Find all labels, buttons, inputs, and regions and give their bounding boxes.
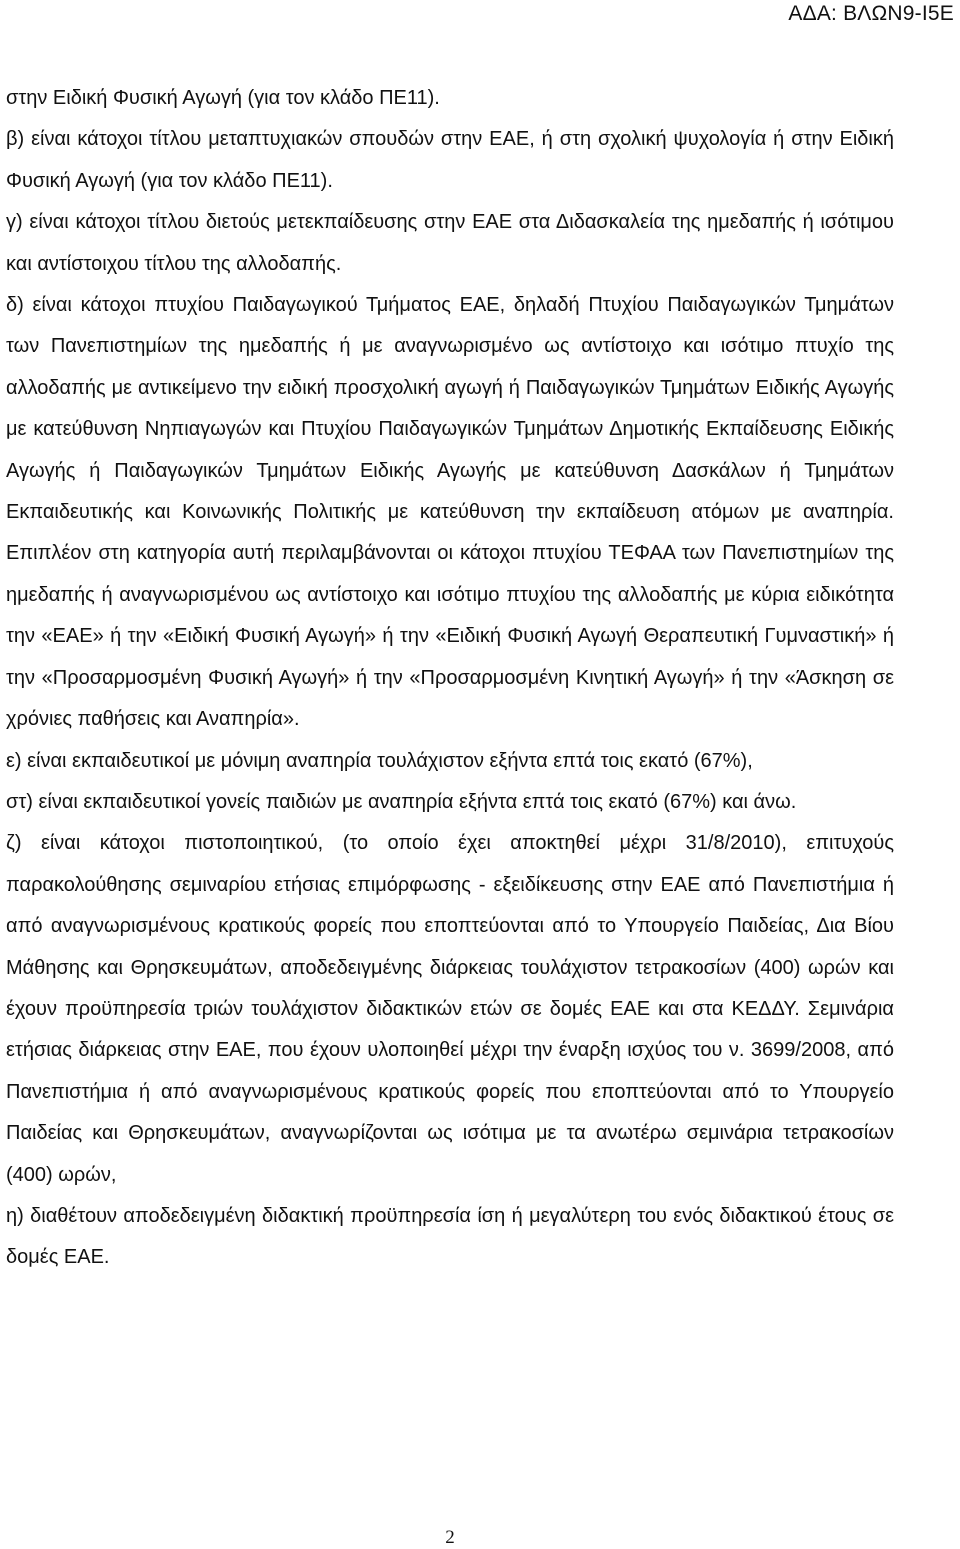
- paragraph-d: δ) είναι κάτοχοι πτυχίου Παιδαγωγικού Τμήματος ΕΑΕ, δηλαδή Πτυχίου Παιδαγωγικών Τμημάτων των Πανεπιστημίων της ημεδαπής ή με αναγνωρισμένο ως αντίστοιχο και ισότιμο πτυχίο της αλλοδαπής με αντικείμενο την ειδική προσχολική αγωγή ή Παιδαγωγικών Τμημάτων Ειδικής Αγωγής με κατεύθυνση Νηπιαγωγών και Πτυχίου Παιδαγωγικών Τμημάτων Δημοτικής Εκπαίδευσης Ειδικής Αγωγής ή Παιδαγωγικών Τμημάτων Ειδικής Αγωγής με κατεύθυνση Δασκάλων ή Τμημάτων Εκπαιδευτικής και Κοινωνικής Πολιτικής με κατεύθυνση την εκπαίδευση ατόμων με αναπηρία. Επιπλέον στη κατηγορία αυτή περιλαμβάνονται οι κάτοχοι πτυχίου ΤΕΦΑΑ των Πανεπιστημίων της ημεδαπής ή αναγνωρισμένου ως αντίστοιχο και ισότιμο πτυχίου της αλλοδαπής με κύρια ειδικότητα την «ΕΑΕ» ή την «Ειδική Φυσική Αγωγή» ή την «Ειδική Φυσική Αγωγή Θεραπευτική Γυμναστική» ή την «Προσαρμοσμένη Φυσική Αγωγή» ή την «Προσαρμοσμένη Κινητική Αγωγή» ή την «Άσκηση σε χρόνιες παθήσεις και Αναπηρία».: [6, 294, 894, 731]
- paragraph-st: στ) είναι εκπαιδευτικοί γονείς παιδιών με αναπηρία εξήντα επτά τοις εκατό (67%) και άνω.: [6, 790, 797, 813]
- paragraph-b: β) είναι κάτοχοι τίτλου μεταπτυχιακών σπουδών στην ΕΑΕ, ή στη σχολική ψυχολογία ή στην Ειδική Φυσική Αγωγή (για τον κλάδο ΠΕ11).: [6, 128, 894, 192]
- document-code: ΑΔΑ: ΒΛΩΝ9-Ι5Ε: [788, 2, 954, 25]
- paragraph-h: η) διαθέτουν αποδεδειγμένη διδακτική προϋπηρεσία ίση ή μεγαλύτερη του ενός διδακτικού έτους σε δομές ΕΑΕ.: [6, 1204, 894, 1269]
- paragraph-e: ε) είναι εκπαιδευτικοί με μόνιμη αναπηρία τουλάχιστον εξήντα επτά τοις εκατό (67%),: [6, 749, 753, 772]
- page-number: 2: [445, 1527, 455, 1548]
- document-body: [6, 78, 894, 1279]
- paragraph-c: γ) είναι κάτοχοι τίτλου διετούς μετεκπαίδευσης στην ΕΑΕ στα Διδασκαλεία της ημεδαπής ή ισότιμου και αντίστοιχου τίτλου της αλλοδαπής.: [6, 211, 894, 275]
- paragraph-continuation: στην Ειδική Φυσική Αγωγή (για τον κλάδο ΠΕ11).: [6, 87, 440, 109]
- paragraph-z: ζ) είναι κάτοχοι πιστοποιητικού, (το οποίο έχει αποκτηθεί μέχρι 31/8/2010), επιτυχούς παρακολούθησης σεμιναρίου ετήσιας επιμόρφωσης - εξειδίκευσης στην ΕΑΕ από Πανεπιστήμια ή από αναγνωρισμένους κρατικούς φορείς που εποπτεύονται από το Υπουργείο Παιδείας, Δια Βίου Μάθησης και Θρησκευμάτων, αποδεδειγμένης διάρκειας τουλάχιστον τετρακοσίων (400) ωρών και έχουν προϋπηρεσία τριών τουλάχιστον διδακτικών ετών σε δομές ΕΑΕ και στα ΚΕΔΔΥ. Σεμινάρια ετήσιας διάρκειας στην ΕΑΕ, που έχουν υλοποιηθεί μέχρι την έναρξη ισχύος του ν. 3699/2008, από Πανεπιστήμια ή από αναγνωρισμένους κρατικούς φορείς που εποπτεύονται από το Υπουργείο Παιδείας και Θρησκευμάτων, αναγνωρίζονται ως ισότιμα με τα ανωτέρω σεμινάρια τετρακοσίων (400) ωρών,: [6, 832, 894, 1186]
